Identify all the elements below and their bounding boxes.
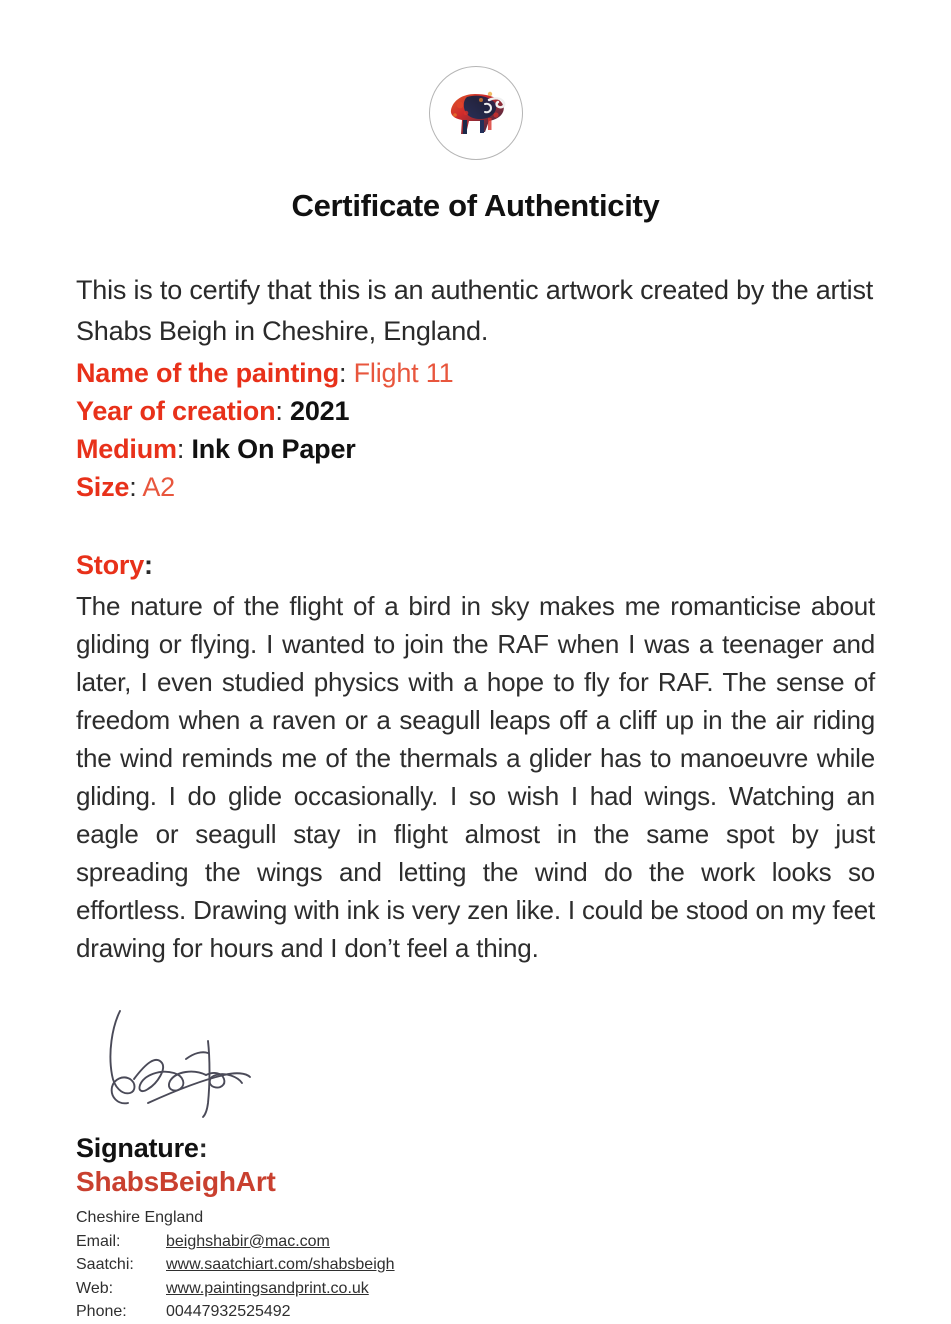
detail-label: Year of creation	[76, 396, 276, 426]
bull-logo-icon	[429, 66, 523, 160]
contact-value-web[interactable]: www.paintingsandprint.co.uk	[166, 1279, 369, 1297]
intro-paragraph: This is to certify that this is an authentic artwork created by the artist Shabs Beigh in Cheshire, England.	[76, 275, 874, 346]
contact-row-saatchi	[76, 1253, 875, 1277]
detail-value: Ink On Paper	[191, 434, 356, 464]
detail-separator: :	[129, 472, 137, 502]
detail-value: Flight 11	[353, 358, 454, 388]
contact-block	[76, 1206, 875, 1324]
contact-value-email[interactable]: beighshabir@mac.com	[166, 1232, 330, 1250]
detail-label: Name of the painting	[76, 358, 340, 388]
story-heading	[76, 550, 875, 581]
signature-label	[76, 1133, 875, 1164]
contact-row-email	[76, 1230, 875, 1254]
detail-label: Size	[76, 472, 130, 502]
artwork-details	[76, 354, 875, 506]
detail-label: Medium	[76, 434, 177, 464]
contact-row-web	[76, 1277, 875, 1301]
contact-key: Web:	[76, 1279, 114, 1297]
detail-row-name	[76, 354, 875, 392]
story-heading-separator: :	[144, 550, 153, 580]
detail-value: A2	[142, 472, 175, 502]
signature-label-separator: :	[198, 1133, 208, 1163]
detail-value: 2021	[290, 396, 350, 426]
detail-row-year	[76, 392, 875, 430]
detail-separator: :	[275, 396, 283, 426]
contact-location: Cheshire England	[76, 1209, 204, 1226]
page-title: Certificate of Authenticity	[291, 188, 660, 223]
story-body: The nature of the flight of a bird in sky makes me romanticise about gliding or flying. I wanted to join the RAF when I was a teenager and later, I even studied physics with a hope to fly for RAF. The sense of freedom when a raven or a seagull leaps off a cliff up in the air riding the wind reminds me of the thermals a glider has to manoeuvre while gliding. I do glide occasionally. I so wish I had wings. Watching an eagle or seagull stay in flight almost in the same spot by just spreading the wings and letting the wind do the work looks so effortless. Drawing with ink is very zen like. I could be stood on my feet drawing for hours and I don’t feel a thing.	[76, 591, 875, 963]
contact-value-phone: 00447932525492	[166, 1303, 291, 1320]
contact-value-saatchi[interactable]: www.saatchiart.com/shabsbeigh	[166, 1256, 395, 1273]
brand-name: ShabsBeighArt	[76, 1166, 276, 1197]
story-heading-label: Story	[76, 550, 145, 580]
detail-separator: :	[339, 358, 347, 388]
signature-label-text: Signature	[76, 1133, 199, 1163]
logo-container	[76, 0, 875, 160]
contact-key: Phone:	[76, 1303, 127, 1320]
detail-row-medium	[76, 430, 875, 468]
contact-key: Saatchi:	[76, 1256, 134, 1273]
handwritten-signature	[90, 1001, 875, 1119]
detail-separator: :	[176, 434, 185, 464]
contact-key: Email:	[76, 1232, 121, 1250]
detail-row-size	[76, 468, 875, 506]
